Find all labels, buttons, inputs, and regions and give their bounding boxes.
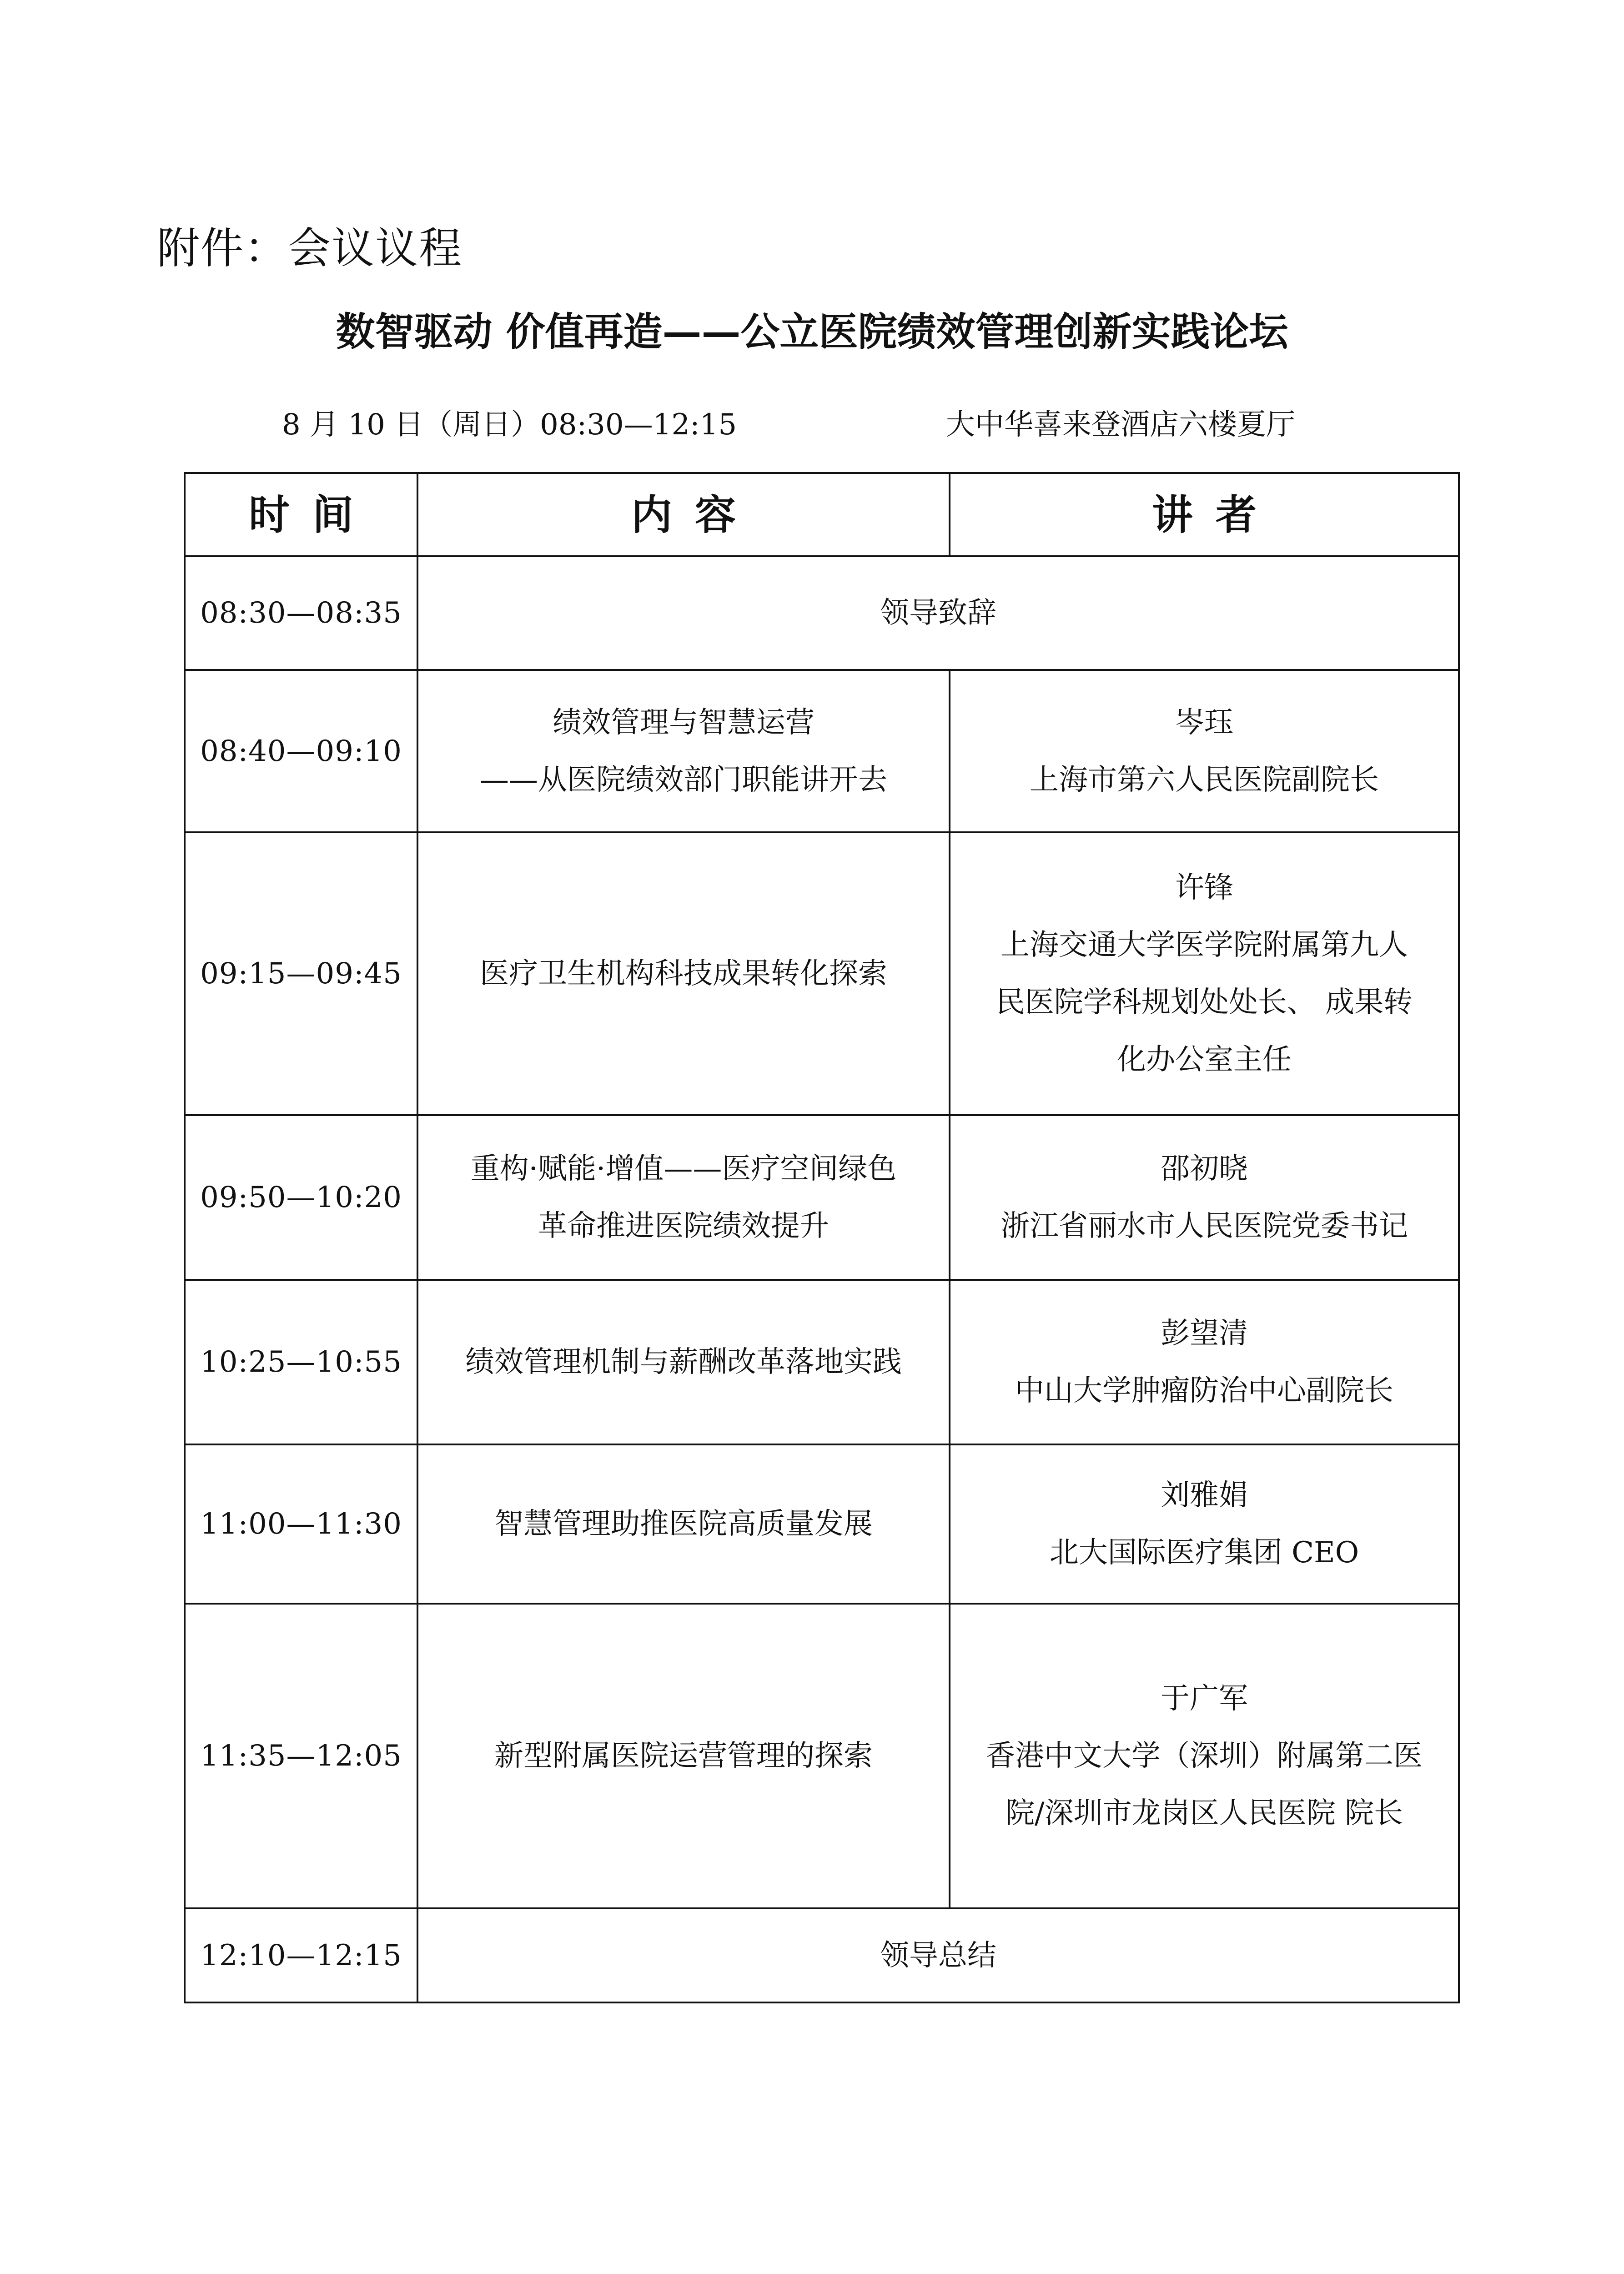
speaker-title: 北大国际医疗集团 CEO — [1049, 1536, 1359, 1570]
row-speaker — [950, 1280, 1459, 1444]
event-date-time: 8 月 10 日（周日）08:30—12:15 — [282, 408, 737, 442]
row-time: 11:35—12:05 — [185, 1604, 417, 1908]
document-title: 数智驱动 价值再造——公立医院绩效管理创新实践论坛 — [336, 309, 1288, 355]
row-speaker — [950, 832, 1459, 1115]
table-row — [185, 1908, 1459, 2002]
header-content: 内容 — [417, 473, 950, 556]
header-time: 时间 — [185, 473, 417, 556]
row-time: 08:30—08:35 — [185, 556, 417, 670]
row-content — [417, 670, 950, 832]
speaker-title: 民医院学科规划处处长、 成果转 — [996, 986, 1413, 1019]
speaker-title: 院/深圳市龙岗区人民医院 院长 — [1006, 1796, 1403, 1830]
table-row — [185, 670, 1459, 832]
table-row — [185, 832, 1459, 1115]
content-line: 绩效管理与智慧运营 — [553, 705, 815, 740]
table-row — [185, 1444, 1459, 1604]
speaker-title: 化办公室主任 — [1117, 1043, 1292, 1077]
row-content: 医疗卫生机构科技成果转化探索 — [417, 832, 950, 1115]
row-content: 绩效管理机制与薪酬改革落地实践 — [417, 1280, 950, 1444]
content-line: ——从医院绩效部门职能讲开去 — [480, 763, 887, 797]
row-time: 11:00—11:30 — [185, 1444, 417, 1604]
row-content: 领导致辞 — [417, 556, 1459, 670]
row-content: 新型附属医院运营管理的探索 — [417, 1604, 950, 1908]
table-row — [185, 1604, 1459, 1908]
attachment-label: 附件：会议议程 — [157, 224, 463, 273]
agenda-table — [184, 472, 1460, 2003]
row-time: 09:50—10:20 — [185, 1115, 417, 1280]
row-speaker — [950, 670, 1459, 832]
content-line: 革命推进医院绩效提升 — [538, 1209, 829, 1243]
speaker-name: 岑珏 — [1175, 705, 1233, 740]
row-speaker — [950, 1604, 1459, 1908]
row-time: 10:25—10:55 — [185, 1280, 417, 1444]
row-speaker — [950, 1115, 1459, 1280]
speaker-name: 彭望清 — [1161, 1317, 1248, 1350]
speaker-title: 浙江省丽水市人民医院党委书记 — [1001, 1209, 1408, 1243]
row-time: 09:15—09:45 — [185, 832, 417, 1115]
row-content: 智慧管理助推医院高质量发展 — [417, 1444, 950, 1604]
table-header-row — [185, 473, 1459, 556]
row-time: 12:10—12:15 — [185, 1908, 417, 2002]
row-content: 领导总结 — [417, 1908, 1459, 2002]
content-line: 重构·赋能·增值——医疗空间绿色 — [470, 1152, 897, 1186]
table-row — [185, 1115, 1459, 1280]
row-time: 08:40—09:10 — [185, 670, 417, 832]
event-venue: 大中华喜来登酒店六楼夏厅 — [946, 408, 1295, 442]
row-content — [417, 1115, 950, 1280]
speaker-title: 香港中文大学（深圳）附属第二医 — [986, 1739, 1423, 1773]
speaker-title: 上海交通大学医学院附属第九人 — [1001, 928, 1408, 962]
table-row — [185, 556, 1459, 670]
speaker-title: 上海市第六人民医院副院长 — [1030, 763, 1379, 797]
table-row — [185, 1280, 1459, 1444]
speaker-name: 于广军 — [1161, 1682, 1248, 1716]
row-speaker — [950, 1444, 1459, 1604]
speaker-title: 中山大学肿瘤防治中心副院长 — [1015, 1374, 1393, 1408]
speaker-name: 邵初晓 — [1161, 1152, 1248, 1186]
header-speaker: 讲者 — [950, 473, 1459, 556]
speaker-name: 刘雅娟 — [1161, 1479, 1248, 1512]
speaker-name: 许锋 — [1175, 871, 1233, 905]
